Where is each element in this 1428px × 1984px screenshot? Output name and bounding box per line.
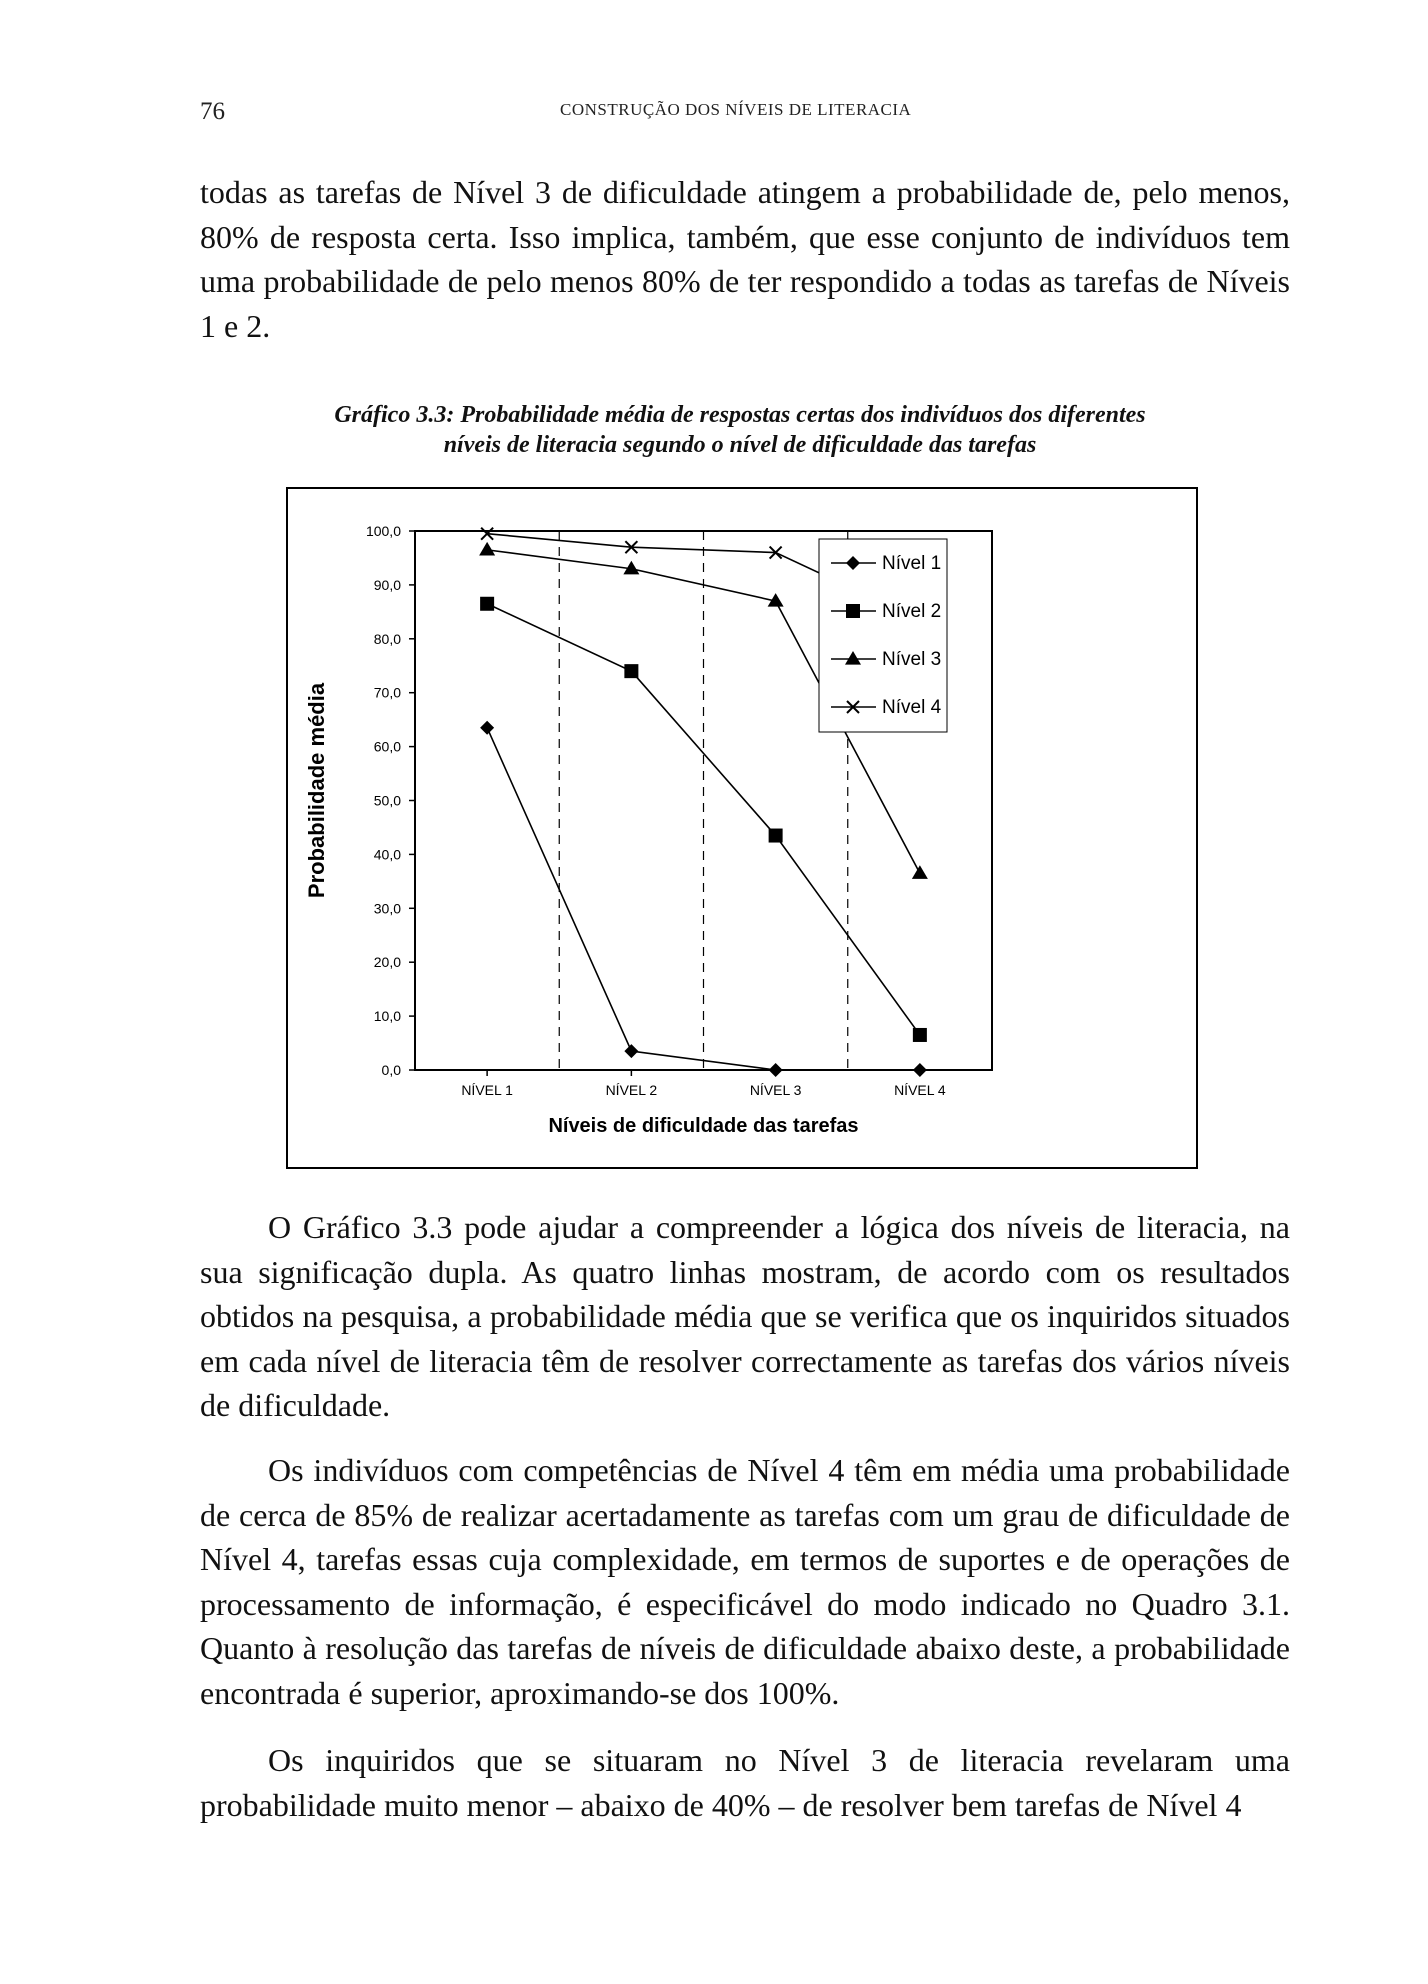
x-tick-label: NÍVEL 1 <box>461 1082 513 1098</box>
y-axis-title: Probabilidade média <box>304 682 329 899</box>
x-tick-label: NÍVEL 3 <box>749 1082 802 1098</box>
body-paragraph-4: Os inquiridos que se situaram no Nível 3 de literacia revelaram uma probabilidade muito menor – abaixo de 40% – de resolver bem tarefas de Nível 4 <box>200 1742 1290 1823</box>
x-tick-label: NÍVEL 4 <box>894 1082 946 1098</box>
y-tick-label: 40,0 <box>373 846 401 863</box>
data-point-nivel-2 <box>480 597 494 611</box>
body-paragraph-3: Os indivíduos com competências de Nível 4 têm em média uma probabilidade de cerca de 85% de realizar acertadamente as tarefas com um grau de dificuldade de Nível 4, tarefas essas cuja complexidade, em termos de suportes e de operações de processamento de informação, é especificável do modo indicado no Quadro 3.1. Quanto à resolução das tarefas de níveis de dificuldade abaixo deste, a probabilidade encontrada é superior, aproximando-se dos 100%. <box>200 1452 1290 1711</box>
legend-label: Nível 1 <box>882 553 942 574</box>
y-tick-label: 20,0 <box>373 954 401 971</box>
data-point-nivel-2 <box>913 1028 927 1042</box>
legend-label: Nível 3 <box>882 649 942 670</box>
y-tick-label: 80,0 <box>373 630 401 647</box>
y-tick-label: 0,0 <box>381 1062 401 1078</box>
data-point-nivel-1 <box>913 1063 927 1077</box>
legend <box>819 539 947 732</box>
data-point-nivel-3 <box>479 542 495 556</box>
data-point-nivel-1 <box>624 1044 638 1058</box>
y-tick-label: 30,0 <box>373 900 401 917</box>
data-point-nivel-1 <box>480 721 494 735</box>
y-tick-label: 10,0 <box>373 1008 401 1025</box>
body-paragraph-1: todas as tarefas de Nível 3 de dificuldade atingem a probabilidade de, pelo menos, 80% de resposta certa. Isso implica, também, que esse conjunto de indivíduos tem uma probabilidade de pelo menos 80% de ter respondido a todas as tarefas de Níveis 1 e 2. <box>200 174 1290 344</box>
line-chart <box>286 487 1198 1169</box>
figure-frame <box>286 487 1198 1169</box>
running-header: CONSTRUÇÃO DOS NÍVEIS DE LITERACIA <box>560 100 912 119</box>
data-point-nivel-1 <box>769 1063 783 1077</box>
x-axis-title: Níveis de dificuldade das tarefas <box>548 1115 859 1137</box>
page-number: 76 <box>200 98 225 125</box>
legend-label: Nível 2 <box>882 601 942 622</box>
y-tick-label: 50,0 <box>373 792 401 809</box>
y-tick-label: 100,0 <box>365 523 401 539</box>
y-tick-label: 60,0 <box>373 738 401 755</box>
figure-caption-line-1: Gráfico 3.3: Probabilidade média de respostas certas dos indivíduos dos diferentes <box>334 402 1146 428</box>
data-point-nivel-2 <box>624 664 638 678</box>
legend-label: Nível 4 <box>882 697 942 718</box>
body-paragraph-2: O Gráfico 3.3 pode ajudar a compreender a lógica dos níveis de literacia, na sua significação dupla. As quatro linhas mostram, de acordo com os resultados obtidos na pesquisa, a probabilidade média que se verifica que os inquiridos situados em cada nível de literacia têm de resolver correctamente as tarefas dos vários níveis de dificuldade. <box>200 1209 1290 1424</box>
figure-caption <box>240 400 1240 460</box>
figure-caption-line-2: níveis de literacia segundo o nível de dificuldade das tarefas <box>443 432 1037 458</box>
y-tick-label: 70,0 <box>373 684 401 701</box>
data-point-nivel-3 <box>912 865 928 879</box>
x-tick-label: NÍVEL 2 <box>605 1082 658 1098</box>
legend-marker-nivel-2 <box>846 604 860 618</box>
y-tick-label: 90,0 <box>373 576 401 593</box>
data-point-nivel-2 <box>769 829 783 843</box>
